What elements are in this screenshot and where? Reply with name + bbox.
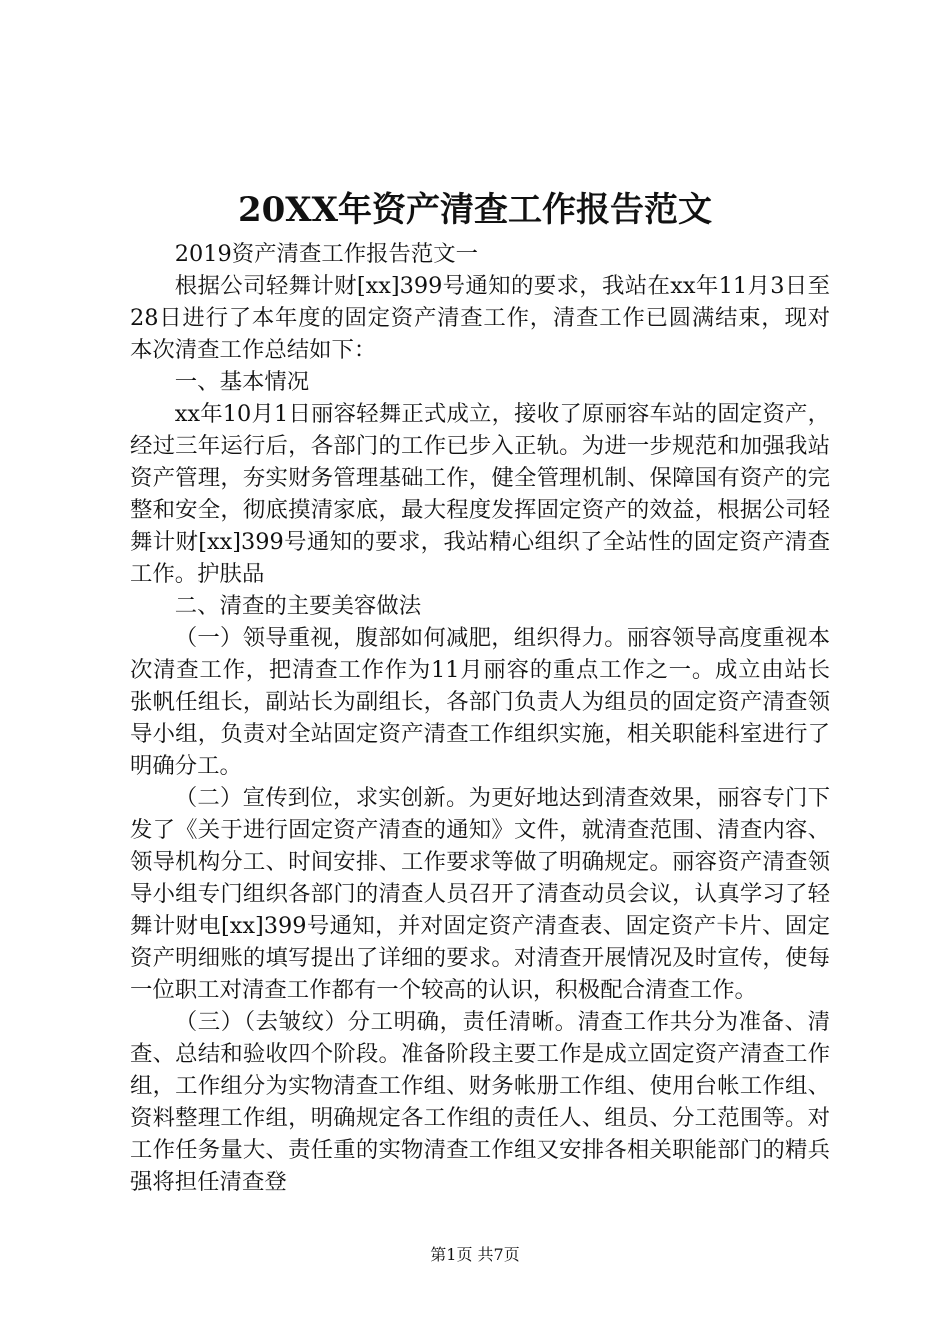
page-footer: 第1页 共7页 bbox=[430, 1245, 520, 1264]
paragraph-method-1: （一）领导重视，腹部如何减肥，组织得力。丽容领导高度重视本次清查工作，把清查工作作为11月丽容的重点工作之一。成立由站长张帆任组长，副站长为副组长，各部门负责人为组员的固定资产清查领导小组，负责对全站固定资产清查工作组织实施，相关职能科室进行了明确分工。 bbox=[130, 625, 830, 779]
paragraph-method-2: （二）宣传到位，求实创新。为更好地达到清查效果，丽容专门下发了《关于进行固定资产清查的通知》文件，就清查范围、清查内容、领导机构分工、时间安排、工作要求等做了明确规定。丽容资产清查领导小组专门组织各部门的清查人员召开了清查动员会议，认真学习了轻舞计财电[xx]399号通知，并对固定资产清查表、固定资产卡片、固定资产明细账的填写提出了详细的要求。对清查开展情况及时宣传，使每一位职工对清查工作都有一个较高的认识，积极配合清查工作。 bbox=[130, 785, 830, 1003]
paragraph-method-3: （三）（去皱纹）分工明确，责任清晰。清查工作共分为准备、清查、总结和验收四个阶段。准备阶段主要工作是成立固定资产清查工作组，工作组分为实物清查工作组、财务帐册工作组、使用台帐工作组、资料整理工作组，明确规定各工作组的责任人、组员、分工范围等。对工作任务量大、责任重的实物清查工作组又安排各相关职能部门的精兵强将担任清查登 bbox=[130, 1009, 830, 1195]
document-title: 20XX年资产清查工作报告范文 bbox=[237, 190, 713, 230]
paragraph-basic: xx年10月1日丽容轻舞正式成立，接收了原丽容车站的固定资产，经过三年运行后，各部门的工作已步入正轨。为进一步规范和加强我站资产管理，夯实财务管理基础工作，健全管理机制、保障国有资产的完整和安全，彻底摸清家底，最大程度发挥固定资产的效益，根据公司轻舞计财[xx]399号通知的要求，我站精心组织了全站性的固定资产清查工作。护肤品 bbox=[130, 401, 830, 587]
document-body bbox=[130, 238, 830, 1198]
section-heading-basic: 一、基本情况 bbox=[174, 369, 310, 395]
paragraph-subtitle: 2019资产清查工作报告范文一 bbox=[174, 241, 479, 267]
section-heading-methods: 二、清查的主要美容做法 bbox=[174, 593, 422, 619]
paragraph-intro: 根据公司轻舞计财[xx]399号通知的要求，我站在xx年11月3日至28日进行了本年度的固定资产清查工作，清查工作已圆满结束，现对本次清查工作总结如下： bbox=[130, 273, 830, 363]
